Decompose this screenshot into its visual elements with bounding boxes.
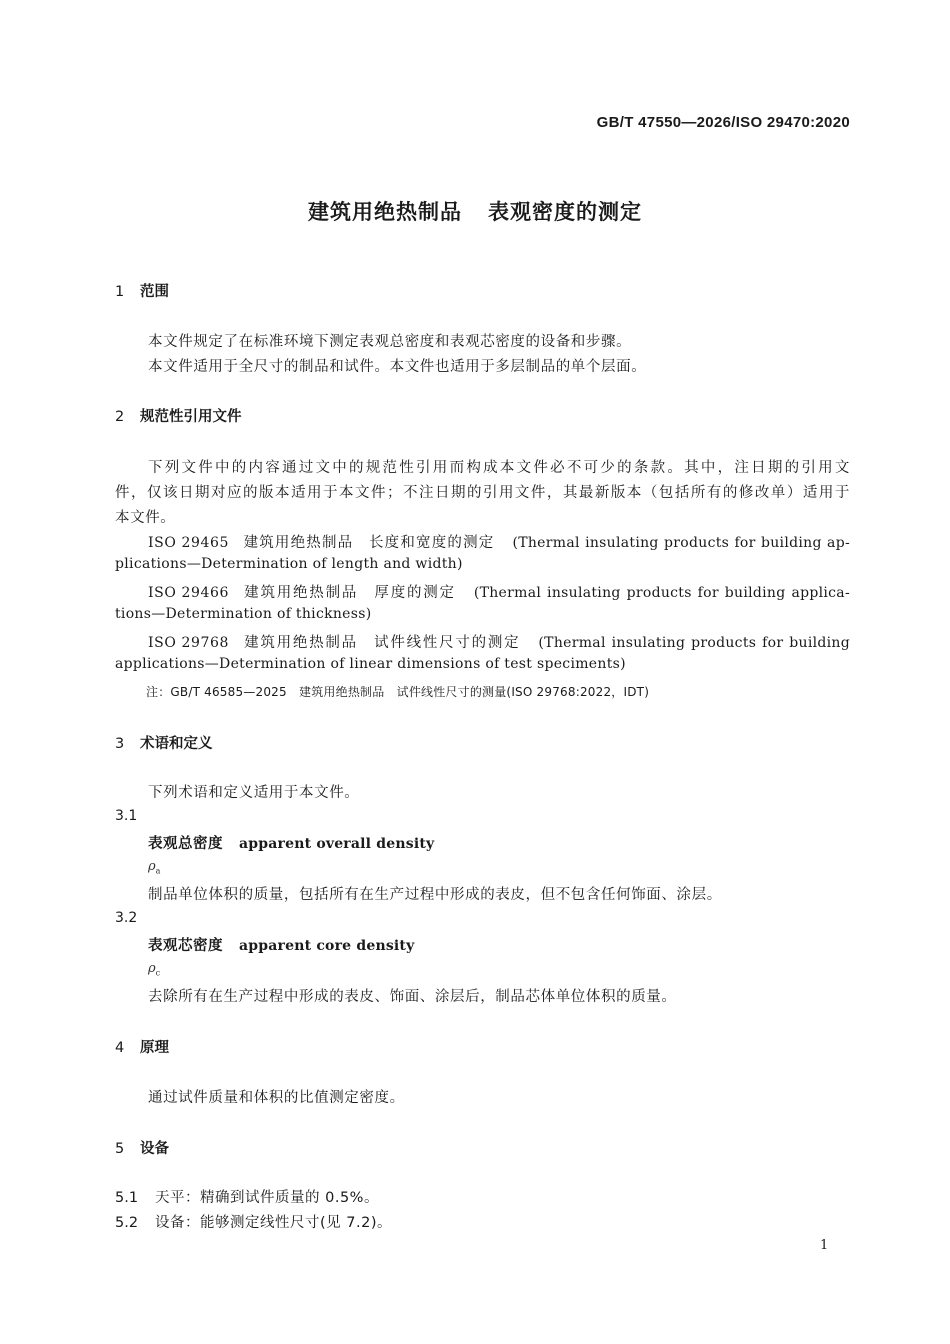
section-title: 原理 (140, 1040, 169, 1056)
section-number: 1 (115, 284, 125, 300)
reference-title-cn: 建筑用绝热制品 试件线性尺寸的测定 (243, 635, 521, 651)
reference-iso-29466-continued: tions—Determination of thickness) (115, 606, 372, 622)
section-number: 2 (115, 409, 125, 425)
section-5-heading (115, 1137, 169, 1158)
reference-code: ISO 29768 (148, 635, 229, 651)
section-1-heading (115, 280, 169, 301)
principle-paragraph: 通过试件质量和体积的比值测定密度。 (148, 1090, 405, 1106)
term-definition: 制品单位体积的质量，包括所有在生产过程中形成的表皮，但不包含任何饰面、涂层。 (148, 887, 722, 903)
section-number: 5 (115, 1141, 125, 1157)
terms-intro: 下列术语和定义适用于本文件。 (148, 785, 360, 801)
reference-iso-29465 (148, 531, 850, 552)
page-number: 1 (820, 1238, 829, 1253)
section-2-heading (115, 405, 242, 426)
term-name-cn: 表观芯密度 (148, 938, 223, 954)
clause-5-2 (115, 1211, 392, 1232)
section-title: 规范性引用文件 (140, 409, 242, 425)
standard-code: GB/T 47550—2026/ISO 29470:2020 (596, 114, 850, 131)
section-title: 术语和定义 (140, 736, 213, 752)
term-symbol: $\rho_c$ (148, 961, 161, 978)
clause-number: 5.2 (115, 1215, 139, 1231)
section-title: 范围 (140, 284, 169, 300)
reference-title-en: (Thermal insulating products for building ap- (512, 535, 850, 551)
reference-iso-29465-continued: plications—Determination of length and width) (115, 556, 463, 572)
clause-text: 天平：精确到试件质量的 0.5%。 (155, 1190, 379, 1206)
term-name-cn: 表观总密度 (148, 836, 223, 852)
clause-number: 5.1 (115, 1190, 139, 1206)
section-4-heading (115, 1036, 169, 1057)
title-part-1: 建筑用绝热制品 (308, 200, 462, 224)
reference-title-en: (Thermal insulating products for building (538, 635, 850, 651)
reference-title-cn: 建筑用绝热制品 厚度的测定 (243, 585, 456, 601)
term-name-en: apparent overall density (239, 836, 435, 852)
normative-intro-line-2: 件，仅该日期对应的版本适用于本文件；不注日期的引用文件，其最新版本（包括所有的修改单）适用于 (115, 485, 850, 501)
reference-code: ISO 29465 (148, 535, 229, 551)
title-part-2: 表观密度的测定 (488, 200, 642, 224)
section-number: 4 (115, 1040, 125, 1056)
section-3-heading (115, 732, 213, 753)
clause-text: 设备：能够测定线性尺寸(见 7.2)。 (155, 1215, 392, 1231)
term-number: 3.1 (115, 808, 138, 824)
reference-note: 注：GB/T 46585—2025 建筑用绝热制品 试件线性尺寸的测量(ISO 29768:2022，IDT) (146, 685, 650, 699)
term-definition: 去除所有在生产过程中形成的表皮、饰面、涂层后，制品芯体单位体积的质量。 (148, 989, 677, 1005)
term-name-en: apparent core density (239, 938, 415, 954)
term-number: 3.2 (115, 910, 138, 926)
term-apparent-overall-density (148, 832, 434, 853)
reference-iso-29466 (148, 581, 850, 602)
term-symbol: $\rho_a$ (148, 859, 161, 876)
section-title: 设备 (140, 1141, 169, 1157)
normative-intro-line-3: 本文件。 (115, 510, 176, 526)
reference-code: ISO 29466 (148, 585, 229, 601)
reference-iso-29768 (148, 631, 850, 652)
reference-title-en: (Thermal insulating products for building applica- (473, 585, 850, 601)
reference-title-cn: 建筑用绝热制品 长度和宽度的测定 (243, 535, 495, 551)
reference-iso-29768-continued: applications—Determination of linear dimensions of test speciments) (115, 656, 626, 672)
scope-paragraph-2: 本文件适用于全尺寸的制品和试件。本文件也适用于多层制品的单个层面。 (148, 359, 647, 375)
scope-paragraph-1: 本文件规定了在标准环境下测定表观总密度和表观芯密度的设备和步骤。 (148, 334, 632, 350)
section-number: 3 (115, 736, 125, 752)
term-apparent-core-density (148, 934, 414, 955)
normative-intro-line-1: 下列文件中的内容通过文中的规范性引用而构成本文件必不可少的条款。其中，注日期的引用文 (148, 460, 850, 476)
document-title (0, 196, 950, 226)
clause-5-1 (115, 1186, 379, 1207)
